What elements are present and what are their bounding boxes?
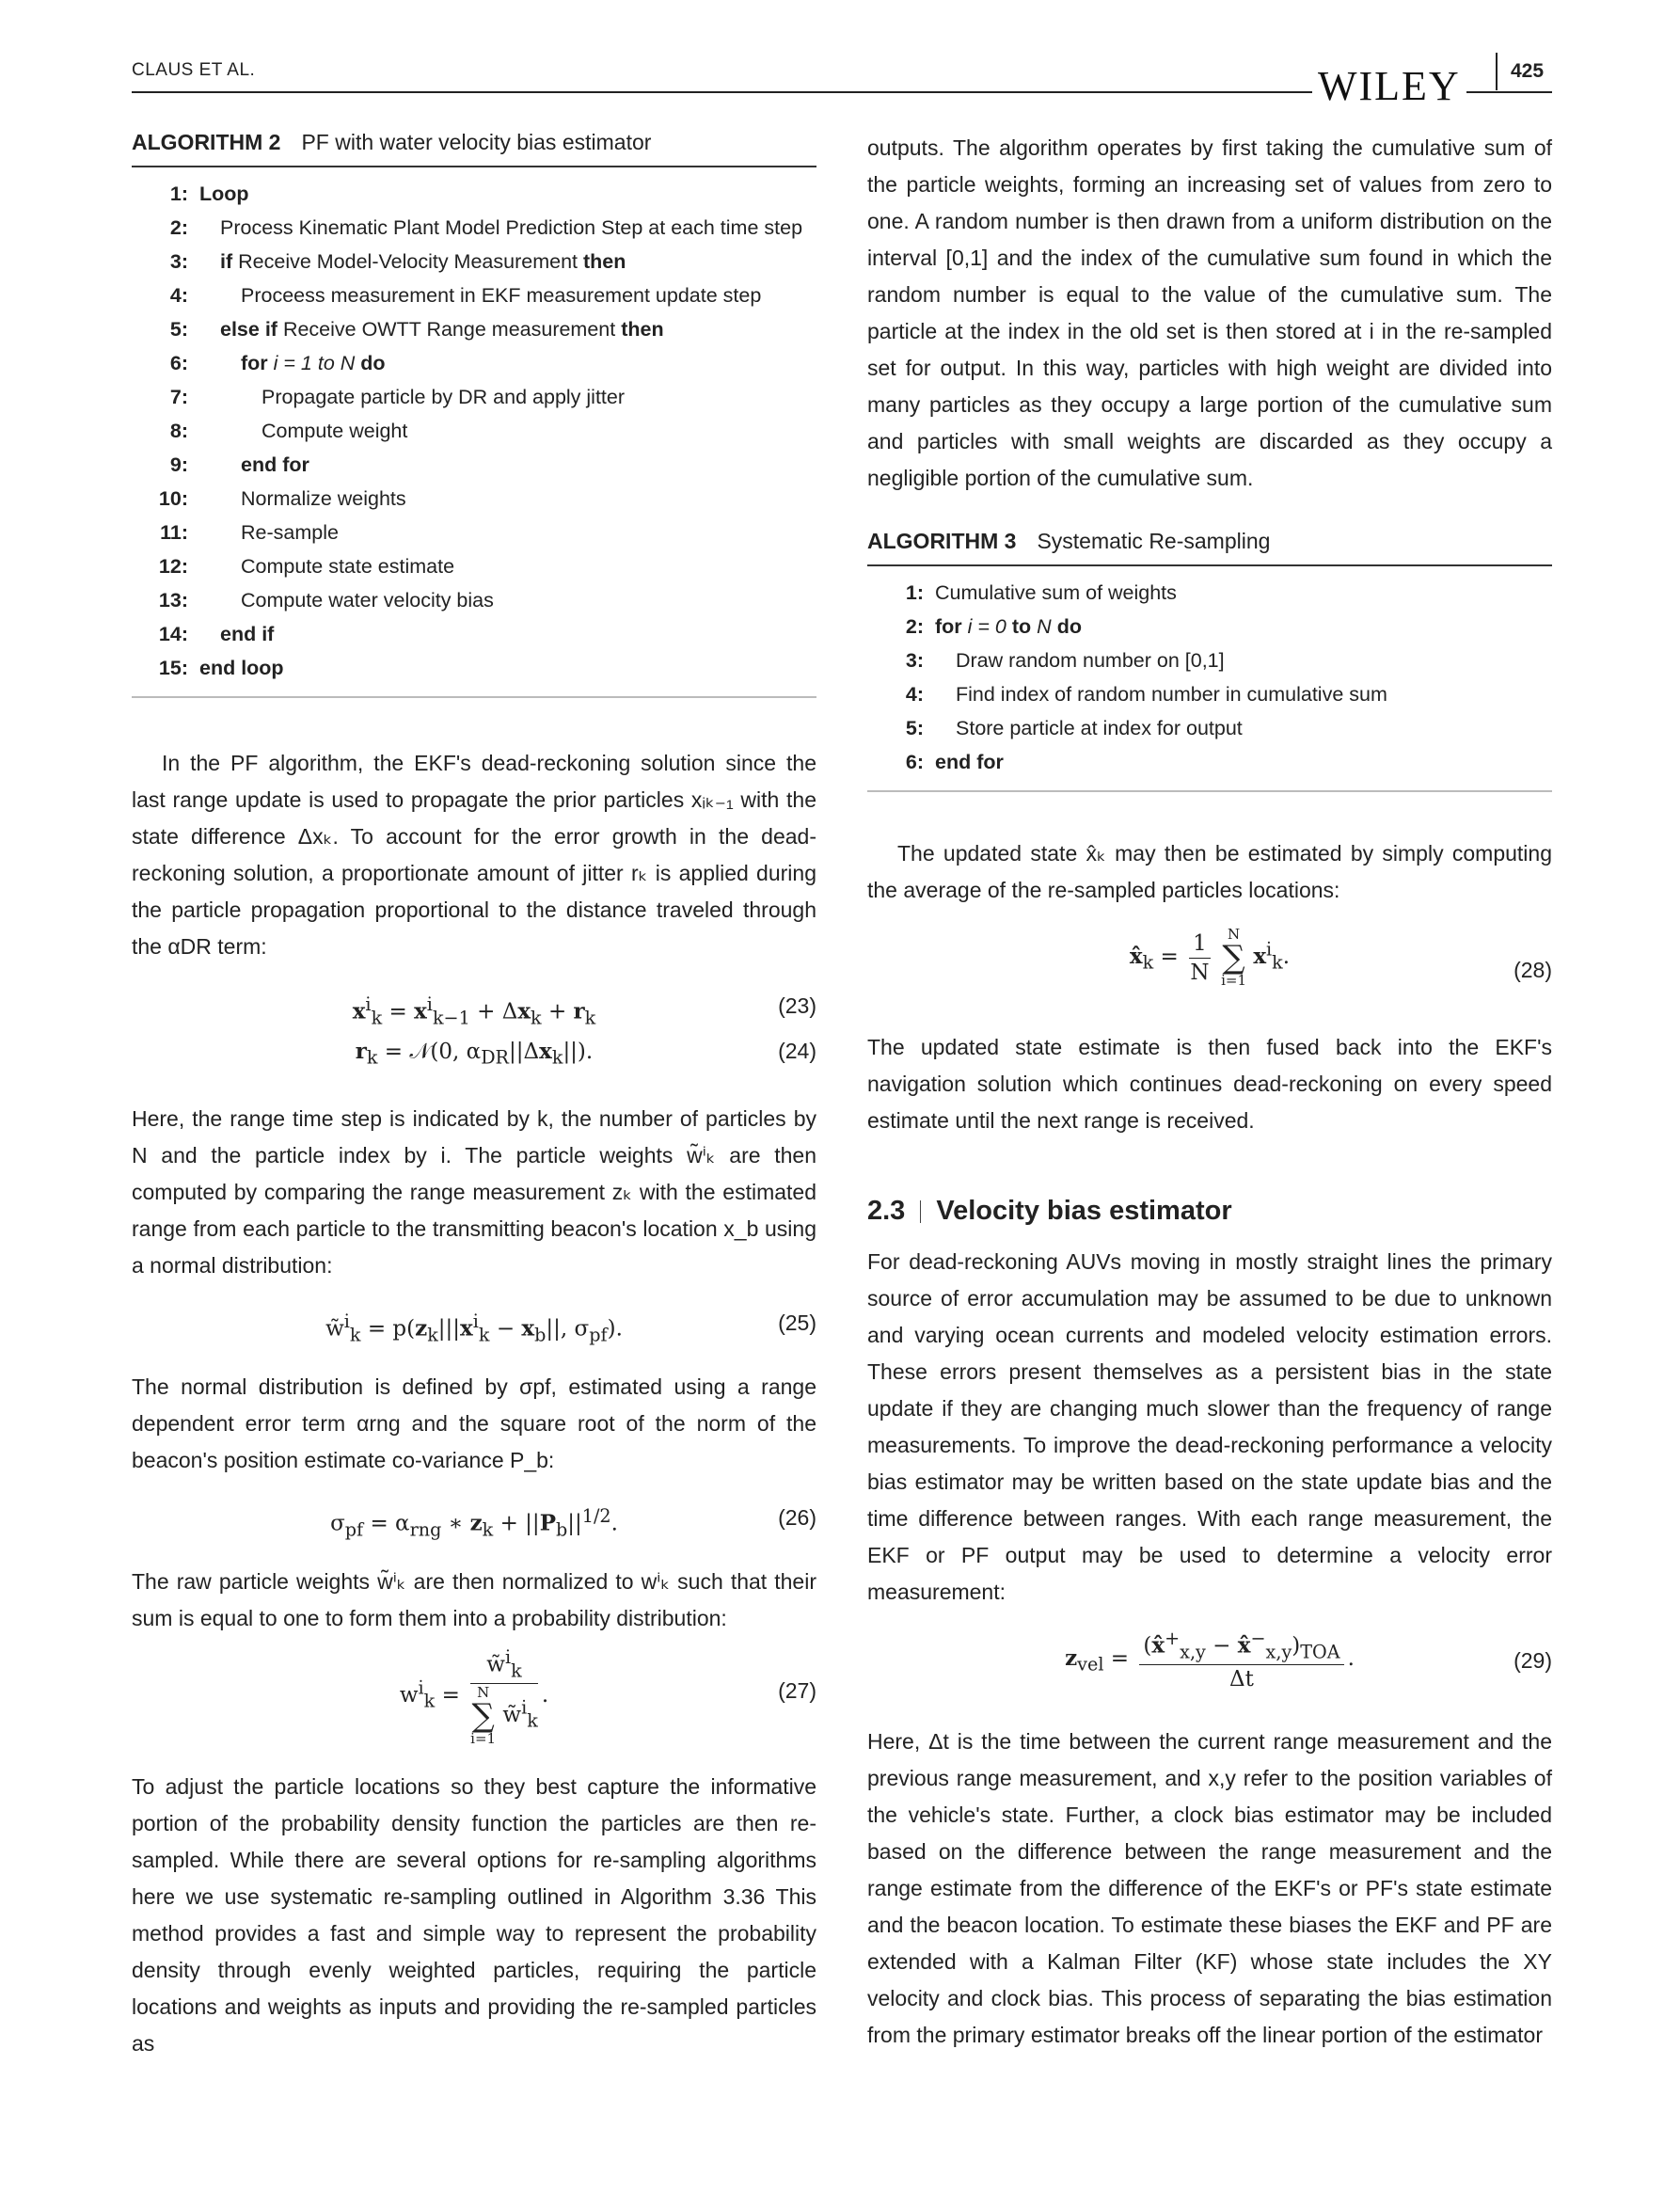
paragraph: The normal distribution is defined by σpf, estimated using a range dependent error term αrng and the square root of the norm of the beacon's position estimate co-variance P_b: xyxy=(132,1374,816,1472)
algorithm-line: 14: end if xyxy=(158,623,275,645)
header-separator xyxy=(1496,53,1498,90)
equation-number: (24) xyxy=(778,1039,816,1063)
section-number: 2.3 xyxy=(867,1196,906,1226)
algorithm-2-title xyxy=(132,130,816,167)
algorithm-2-caption: PF with water velocity bias estimator xyxy=(301,130,652,154)
algorithm-line: 4: Find index of random number in cumulative sum xyxy=(905,683,1387,706)
equation-29: $z_{vel}$ = $\frac{(x̂^+_{x,y} - x̂^-_{x,y})_{TOA}}{\Delta t}$ . (29) xyxy=(1065,1628,1552,1692)
algorithm-2-body xyxy=(132,167,816,698)
algorithm-line: 2: Process Kinematic Plant Model Prediction Step at each time step xyxy=(169,216,803,239)
algorithm-line: 1: Cumulative sum of weights xyxy=(905,581,1177,604)
equation-number: (27) xyxy=(778,1678,816,1703)
left-column xyxy=(132,130,816,2062)
algorithm-line: 2: for i = 0 to N do xyxy=(905,615,1082,638)
algorithm-line: 12: Compute state estimate xyxy=(158,555,455,578)
running-head: CLAUS ET AL. xyxy=(132,60,256,80)
equation-28: $x̂_k$ = $\frac{1}{N}$ N ∑ i=1 $x^i_k$. (28) xyxy=(1129,926,1552,989)
equation-number: (29) xyxy=(1514,1648,1552,1673)
equation-number: (28) xyxy=(1514,958,1552,982)
algorithm-line: 6: for i = 1 to N do xyxy=(169,352,386,374)
paragraph: The raw particle weights w̃ⁱₖ are then normalized to wⁱₖ such that their sum is equal to one to form them into a probability distribution: xyxy=(132,1569,816,1630)
paragraph: For dead-reckoning AUVs moving in mostly straight lines the primary source of error accumulation may be assumed to be due to unknown and varying ocean currents and modeled velocity estimation errors. These errors present themselves as a persistent bias in the state update if they are changing much slower than the frequency of range measurements. To improve the dead-reckoning performance a velocity bias estimator may be written based on the state update bias and the time difference between ranges. With each range measurement, the EKF or PF output may be used to determine a velocity error measurement: xyxy=(867,1249,1552,1604)
algorithm-3 xyxy=(867,529,1552,792)
algorithm-line: 1: Loop xyxy=(169,183,249,205)
paragraph: outputs. The algorithm operates by first taking the cumulative sum of the particle weights, forming an increasing set of values from zero to one. A random number is then drawn from a uniform distribution on the interval [0,1] and the index of the cumulative sum found in which the random number is equal to the value of the cumulative sum. The particle at the index in the old set is then stored at i in the re-sampled set for output. In this way, particles with high weight are divided into many particles as they occupy a large portion of the cumulative sum and particles with small weights are discarded as they occupy a negligible portion of the cumulative sum. xyxy=(867,135,1552,490)
section-heading xyxy=(867,1196,1552,1227)
page-number: 425 xyxy=(1511,60,1545,82)
paragraph: Here, Δt is the time between the current range measurement and the previous range measurement, and x,y refer to the position variables of the vehicle's state. Further, a clock bias estimator may be included based on the difference between the range measurement and the range estimate from the difference of the EKF's or PF's state estimate and the beacon location. To estimate these biases the EKF and PF are extended with a Kalman Filter (KF) whose state includes the XY velocity and clock bias. This process of separating the bias estimation from the primary estimator breaks off the linear portion of the estimator xyxy=(867,1729,1552,2047)
algorithm-line: 8: Compute weight xyxy=(169,420,408,442)
algorithm-line: 15: end loop xyxy=(158,657,284,679)
equation-25: w̃$^i_k$ = $p(z_k|||x^i_k - x_b||$, $\sigma_{pf}$). (25) xyxy=(325,1311,816,1346)
equation-23: $x^i_k = x^i_{k-1} + \Delta x_k + r_k$ (23) xyxy=(352,993,816,1029)
algorithm-3-label: ALGORITHM 3 xyxy=(867,529,1017,553)
right-column xyxy=(867,130,1552,2054)
equation-number: (26) xyxy=(778,1505,816,1530)
paragraph: In the PF algorithm, the EKF's dead-reckoning solution since the last range update is used to propagate the prior particles xᵢₖ₋₁ with the state difference Δxₖ. To account for the error growth in the dead-reckoning solution, a proportionate amount of jitter rₖ is applied during the particle propagation proportional to the distance traveled through the αDR term: xyxy=(132,751,816,959)
paragraph: Here, the range time step is indicated by k, the number of particles by N and the particle index by i. The particle weights w̃ⁱₖ are then computed by comparing the range measurement zₖ with the estimated range from each particle to the transmitting beacon's location x_b using a normal distribution: xyxy=(132,1106,816,1278)
algorithm-line: 3: Draw random number on [0,1] xyxy=(905,649,1225,672)
section-title: Velocity bias estimator xyxy=(936,1196,1232,1226)
publisher-logo: WILEY xyxy=(1312,66,1466,107)
algorithm-3-body xyxy=(867,566,1552,792)
section-separator xyxy=(920,1200,921,1223)
algorithm-line: 7: Propagate particle by DR and apply jitter xyxy=(169,386,626,408)
algorithm-line: 4: Proceess measurement in EKF measurement update step xyxy=(169,284,762,307)
algorithm-line: 6: end for xyxy=(905,751,1004,773)
paragraph: To adjust the particle locations so they best capture the informative portion of the probability density function the particles are then re-sampled. While there are several options for re-sampling algorithms here we use systematic re-sampling outlined in Algorithm 3.36 This method provides a fast and simple way to represent the probability density through evenly weighted particles, requiring the particle locations and weights as inputs and providing the re-sampled particles as xyxy=(132,1774,816,2056)
algorithm-line: 11: Re-sample xyxy=(160,521,339,544)
equation-number: (25) xyxy=(778,1311,816,1335)
algorithm-2-label: ALGORITHM 2 xyxy=(132,130,281,154)
algorithm-line: 13: Compute water velocity bias xyxy=(158,589,494,612)
equation-27: $w^i_k$ = w̃$^i_k$ N ∑ i=1 w̃$^i_k$ . (27) xyxy=(399,1646,816,1748)
paragraph: The updated state estimate is then fused back into the EKF's navigation solution which continues dead-reckoning on every speed estimate until the next range is received. xyxy=(867,1035,1552,1133)
algorithm-line: 3: if Receive Model-Velocity Measurement then xyxy=(169,250,626,273)
algorithm-line: 9: end for xyxy=(169,453,309,476)
equation-24: $r_k$ = 𝒩(0, $\alpha_{DR}||\Delta x_k||$). (24) xyxy=(355,1039,816,1069)
algorithm-line: 10: Normalize weights xyxy=(158,487,406,510)
algorithm-2 xyxy=(132,130,816,698)
equation-26: $\sigma_{pf} = \alpha_{rng}$ ∗ $z_k + ||P_b||^{1/2}$. (26) xyxy=(330,1505,816,1541)
equation-number: (23) xyxy=(778,993,816,1018)
paragraph: The updated state x̂ₖ may then be estimated by simply computing the average of the re-sampled particles locations: xyxy=(867,841,1552,902)
algorithm-3-caption: Systematic Re-sampling xyxy=(1037,529,1271,553)
algorithm-3-title xyxy=(867,529,1552,566)
algorithm-line: 5: Store particle at index for output xyxy=(905,717,1243,739)
algorithm-line: 5: else if Receive OWTT Range measurement then xyxy=(169,318,664,341)
